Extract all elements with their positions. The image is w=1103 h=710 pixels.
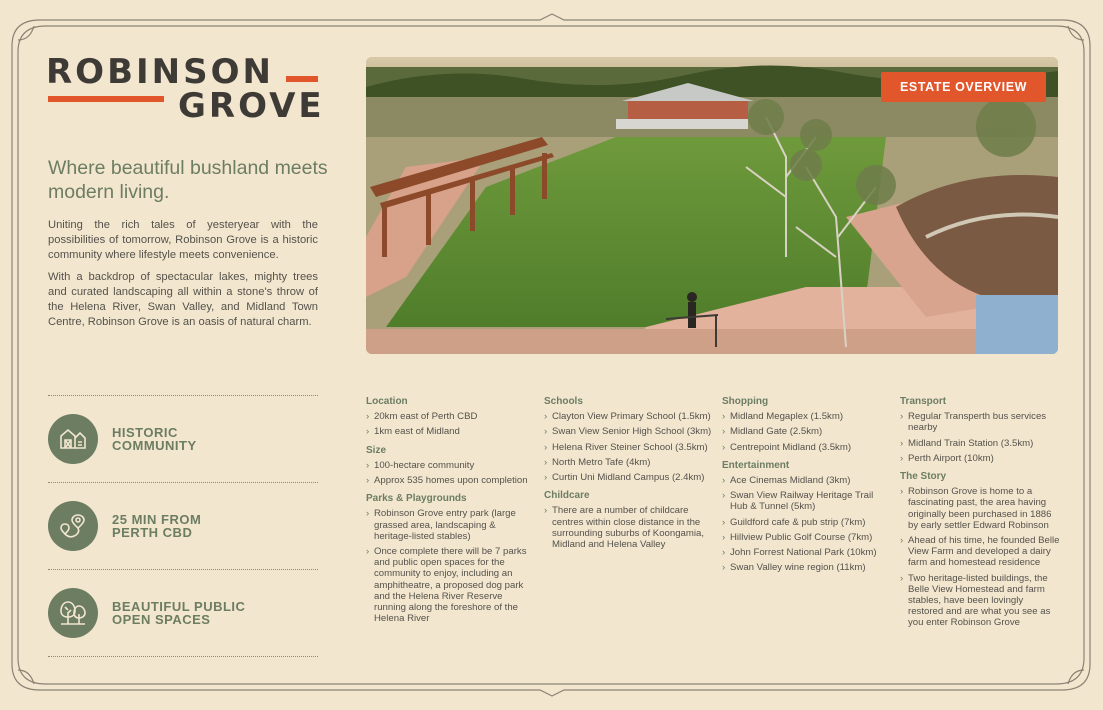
logo-accent-dash — [286, 76, 318, 82]
list-item: › There are a number of childcare centres within close distance in the surrounding suburbs of Koongamia, Midland and Helena Valley — [544, 505, 714, 550]
list-item: › Perth Airport (10km) — [900, 453, 1060, 464]
feature-open-spaces — [48, 570, 318, 656]
intro-paragraph: Uniting the rich tales of yesteryear with the possibilities of tomorrow, Robinson Grove is a historic community where lifestyle meets convenience. — [48, 219, 318, 261]
section-heading: Location — [366, 396, 408, 407]
barn-icon — [48, 414, 98, 464]
list-item: › Midland Train Station (3.5km) — [900, 438, 1060, 449]
list-item: › Swan View Railway Heritage Trail Hub & Tunnel (5km) — [722, 490, 892, 512]
list-item: › Centrepoint Midland (3.5km) — [722, 442, 892, 453]
list-item: › Midland Megaplex (1.5km) — [722, 411, 892, 422]
list-item: › Approx 535 homes upon completion — [366, 475, 536, 486]
list-item: › John Forrest National Park (10km) — [722, 547, 892, 558]
logo-line-1: ROBINSON — [46, 52, 274, 92]
section-heading: Parks & Playgrounds — [366, 493, 467, 505]
intro-text — [48, 218, 318, 337]
info-column-1 — [366, 396, 536, 631]
section-heading: Transport — [900, 396, 947, 407]
info-column-2 — [544, 396, 714, 557]
list-item: › Hillview Public Golf Course (7km) — [722, 532, 892, 543]
list-item: › Ahead of his time, he founded Belle View Farm and developed a dairy farm and homestead residence — [900, 535, 1060, 569]
list-item: › 100-hectare community — [366, 460, 536, 471]
estate-overview-badge: ESTATE OVERVIEW — [881, 72, 1046, 102]
feature-label: 25 MIN FROM PERTH CBD — [112, 512, 202, 540]
list-item: › Swan View Senior High School (3km) — [544, 426, 714, 437]
list-item: › Robinson Grove entry park (large grassed area, landscaping & heritage-listed stables) — [366, 508, 536, 542]
list-item: › North Metro Tafe (4km) — [544, 457, 714, 468]
info-column-3 — [722, 396, 892, 580]
feature-distance — [48, 483, 318, 569]
list-item: › Clayton View Primary School (1.5km) — [544, 411, 714, 422]
section-list — [544, 505, 714, 550]
section-heading: The Story — [900, 471, 947, 483]
section-list — [366, 411, 536, 437]
section-heading: Size — [366, 444, 387, 456]
trees-icon — [48, 588, 98, 638]
list-item: › Two heritage-listed buildings, the Belle View Homestead and farm stables, have been lovingly restored and are what you see as you enter Robinson Grove — [900, 573, 1060, 629]
logo-line-2: GROVE — [178, 86, 325, 126]
section-list — [722, 475, 892, 573]
list-item: › Regular Transperth bus services nearby — [900, 411, 1060, 433]
list-item: › Robinson Grove is home to a fascinating past, the area having originally been purchased in 1886 by early settler Edward Robinson — [900, 486, 1060, 531]
list-item: › Curtin Uni Midland Campus (2.4km) — [544, 472, 714, 483]
feature-historic-community — [48, 396, 318, 482]
brand-logo — [46, 52, 326, 132]
section-list — [366, 508, 536, 624]
section-heading: Childcare — [544, 490, 590, 502]
section-heading: Entertainment — [722, 459, 790, 471]
section-list — [544, 411, 714, 483]
section-list — [366, 460, 536, 486]
intro-paragraph: With a backdrop of spectacular lakes, mighty trees and curated landscaping all within a stone's throw of the Helena River, Swan Valley, and Midland Town Centre, Robinson Grove is an oasis of natural charm. — [48, 271, 318, 328]
list-item: › 20km east of Perth CBD — [366, 411, 536, 422]
list-item: › Midland Gate (2.5km) — [722, 426, 892, 437]
feature-list — [48, 395, 318, 657]
logo-accent-bar — [48, 96, 164, 102]
section-list — [722, 411, 892, 453]
list-item: › Once complete there will be 7 parks and public open spaces for the community to enjoy, including an amphitheatre, a proposed dog park and the Helena River Reserve running along the foreshore of the Helena River — [366, 546, 536, 624]
list-item: › 1km east of Midland — [366, 426, 536, 437]
section-list — [900, 486, 1060, 628]
info-column-4 — [900, 396, 1060, 636]
list-item: › Guildford cafe & pub strip (7km) — [722, 517, 892, 528]
section-list — [900, 411, 1060, 464]
list-item: › Ace Cinemas Midland (3km) — [722, 475, 892, 486]
section-heading: Shopping — [722, 396, 769, 407]
section-heading: Schools — [544, 396, 583, 407]
list-item: › Helena River Steiner School (3.5km) — [544, 442, 714, 453]
tagline: Where beautiful bushland meets modern living. — [48, 157, 328, 203]
map-route-icon — [48, 501, 98, 551]
list-item: › Swan Valley wine region (11km) — [722, 562, 892, 573]
feature-label: HISTORIC COMMUNITY — [112, 425, 197, 453]
feature-divider — [48, 656, 318, 657]
feature-label: BEAUTIFUL PUBLIC OPEN SPACES — [112, 599, 246, 627]
